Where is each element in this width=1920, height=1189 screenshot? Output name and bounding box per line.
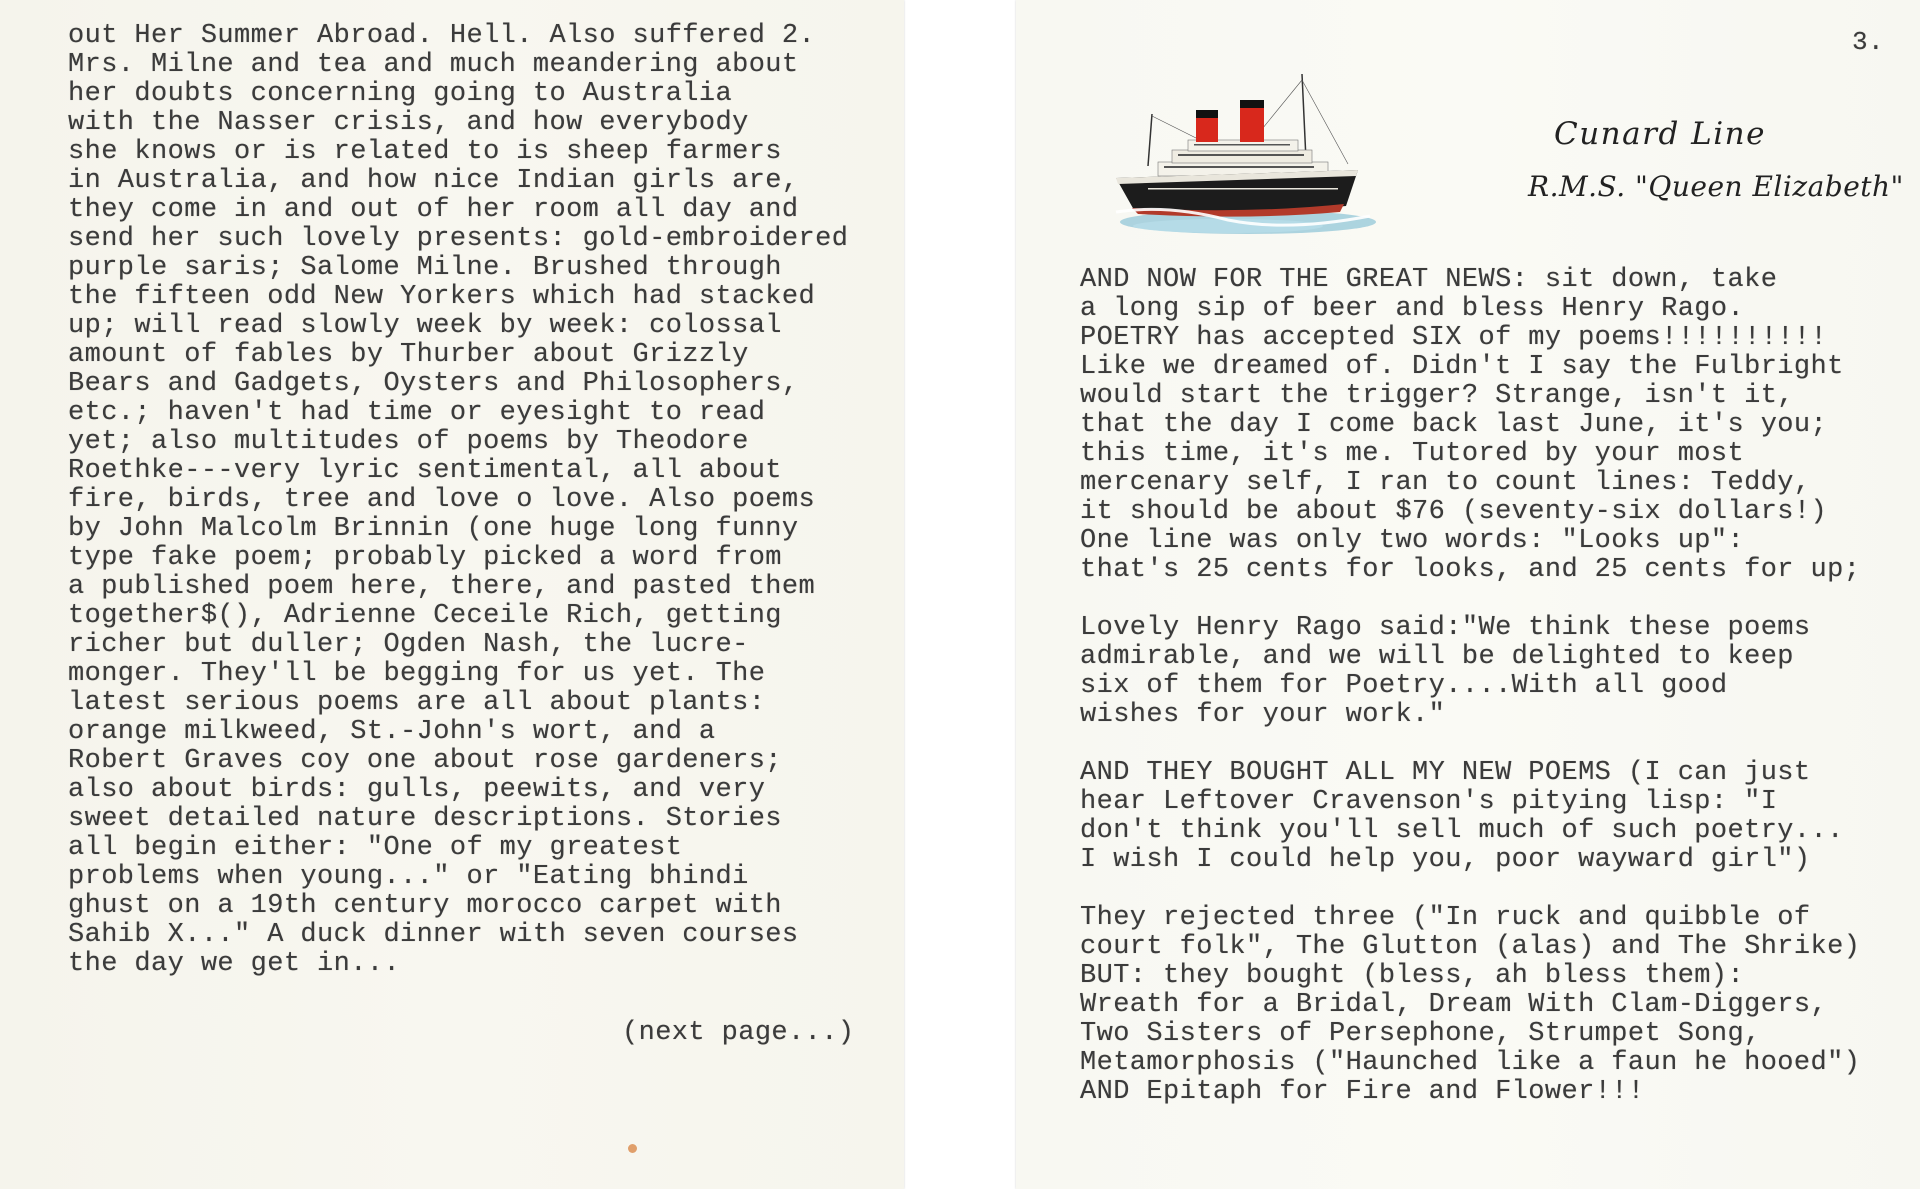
letterhead-line-name: Cunard Line — [1554, 116, 1766, 152]
page-number: 3. — [1852, 27, 1885, 57]
letter-page-right — [1016, 0, 1920, 1189]
next-page-note: (next page...) — [622, 1018, 855, 1048]
typed-body-right: AND NOW FOR THE GREAT NEWS: sit down, take a long sip of beer and bless Henry Rago. POETRY has accepted SIX of my poems!!!!!!!!!! Like we dreamed of. Didn't I say the Fulbright would start the trigger? Strange, isn't it, that the day I come back last June, it's you; this time, it's me. Tutored by your most mercenary self, I ran to count lines: Teddy, it should be about $76 (seventy-six dollars!) One line was only two words: "Looks up": that's 25 cents for looks, and 25 cents for up; Lovely Henry Rago said:"We think these poems admirable, and we will be delighted to keep six of them for Poetry....With all good wishes for your work." AND THEY BOUGHT ALL MY NEW POEMS (I can just hear Leftover Cravenson's pitying lisp: "I don't think you'll sell much of such poetry... I wish I could help you, poor wayward girl") They rejected three ("In ruck and quibble of court folk", The Glutton (alas) and The Shrike) BUT: they bought (bless, ah bless them): Wreath for a Bridal, Dream With Clam-Diggers, Two Sisters of Persephone, Strumpet Song, Metamorphosis ("Haunched like a faun he hooed") AND Epitaph for Fire and Flower!!! — [1080, 265, 1861, 1107]
letterhead-ship-name: R.M.S. "Queen Elizabeth" — [1528, 170, 1904, 203]
typed-body-left: out Her Summer Abroad. Hell. Also suffered 2. Mrs. Milne and tea and much meandering about her doubts concerning going to Australia with the Nasser crisis, and how everybody she knows or is related to is sheep farmers in Australia, and how nice Indian girls are, they come in and out of her room all day and send her such lovely presents: gold-embroidered purple saris; Salome Milne. Brushed through the fifteen odd New Yorkers which had stacked up; will read slowly week by week: colossal amount of fables by Thurber about Grizzly Bears and Gadgets, Oysters and Philosophers, etc.; haven't had time or eyesight to read yet; also multitudes of poems by Theodore Roethke---very lyric sentimental, all about fire, birds, tree and love o love. Also poems by John Malcolm Brinnin (one huge long funny type fake poem; probably picked a word from a published poem here, there, and pasted them together$(), Adrienne Ceceile Rich, getting richer but duller; Ogden Nash, the lucre- monger. They'll be begging for us yet. The latest serious poems are all about plants: orange milkweed, St.-John's wort, and a Robert Graves coy one about rose gardeners; also about birds: gulls, peewits, and very sweet detailed nature descriptions. Stories all begin either: "One of my greatest problems when young..." or "Eating bhindi ghust on a 19th century morocco carpet with Sahib X..." A duck dinner with seven courses the day we get in... — [68, 21, 849, 979]
ocean-liner-icon — [1108, 74, 1378, 242]
letter-page-left — [0, 0, 904, 1189]
ink-spot — [628, 1144, 637, 1153]
